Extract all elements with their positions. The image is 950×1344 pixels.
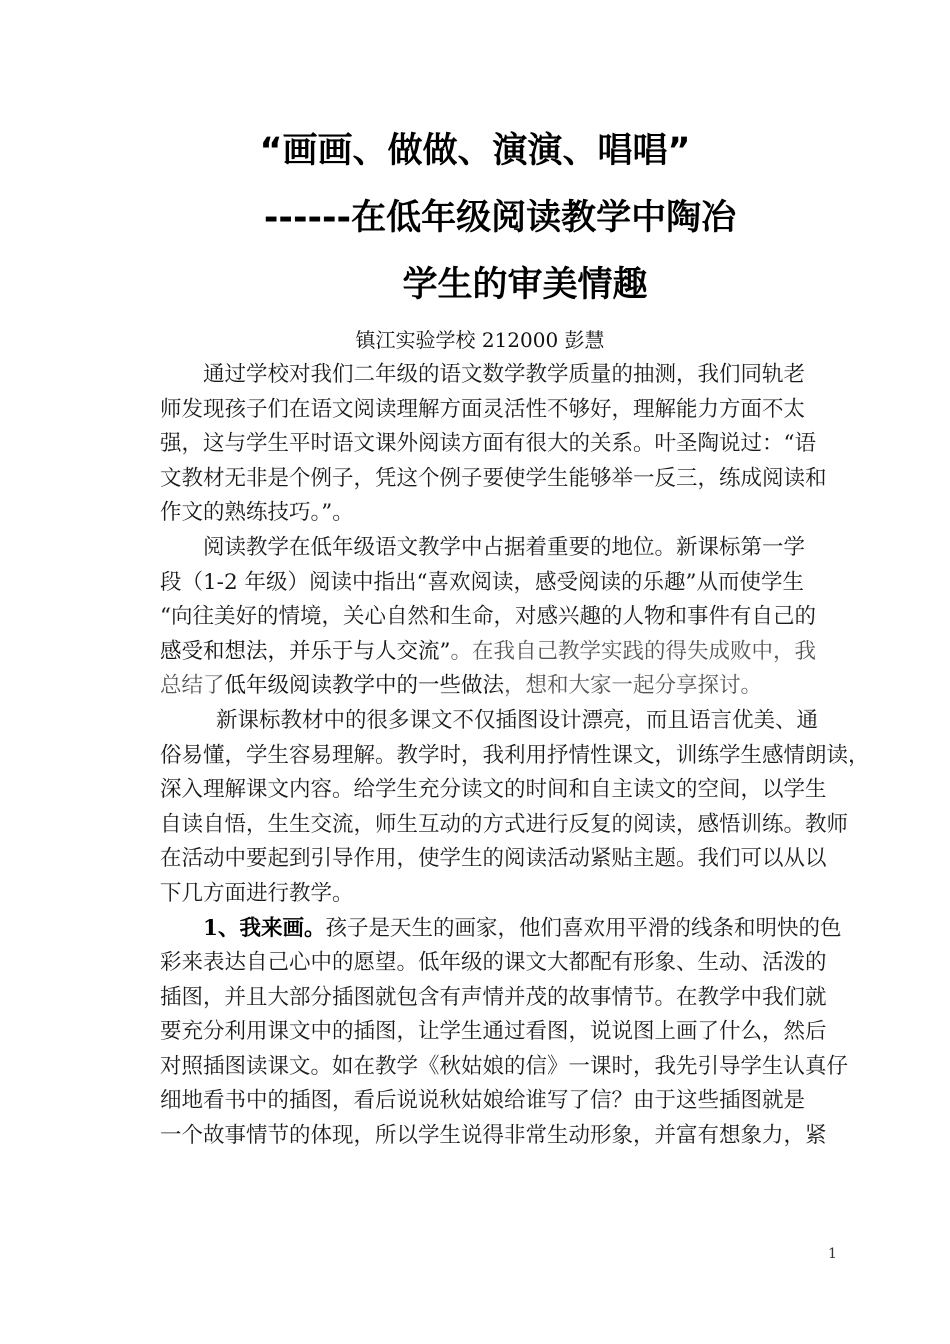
paragraph-4-line: 插图，并且大部分插图就包含有声情并茂的故事情节。在教学中我们就 [160,984,827,1010]
paragraph-2-line: “向往美好的情境，关心自然和生命，对感兴趣的人物和事件有自己的 [160,604,816,630]
paragraph-1-line: 作文的熟练技巧。”。 [160,500,354,526]
paragraph-3-line: 在活动中要起到引导作用，使学生的阅读活动紧贴主题。我们可以从以 [160,846,827,872]
paragraph-2-segment: 。在我自己教学实践的得失成败中，我 [450,638,817,664]
paragraph-2-line: 段（1-2 年级）阅读中指出“喜欢阅读，感受阅读的乐趣”从而使学生 [160,569,804,595]
paragraph-3-line: 深入理解课文内容。给学生充分读文的时间和自主读文的空间，以学生 [160,777,827,803]
paragraph-1-line: 师发现孩子们在语文阅读理解方面灵活性不够好，理解能力方面不太 [160,396,806,422]
section-heading: 1、我来画。 [203,915,326,941]
paragraph-4-line: 要充分利用课文中的插图，让学生通过看图，说说图上画了什么，然后 [160,1019,827,1045]
paragraph-2-segment: 低年级阅读教学中的一些做法 [224,673,505,699]
document-body [160,358,870,1154]
paragraph-2-line [160,669,840,704]
title-line-1: “画画、做做、演演、唱唱” [259,131,691,171]
paragraph-4-segment: 孩子是天生的画家，他们喜欢用平滑的线条和明快的色 [325,915,842,941]
paragraph-3-line: 下几方面进行教学。 [160,880,354,906]
title-line-3: 学生的审美情趣 [402,265,648,305]
paragraph-4-line [160,912,840,947]
paragraph-3-line: 自读自悟，生生交流，师生互动的方式进行反复的阅读，感悟训练。教师 [160,811,849,837]
paragraph-4-line: 一个故事情节的体现，所以学生说得非常生动形象，并富有想象力，紧 [160,1123,827,1149]
paragraph-3-line: 新课标教材中的很多课文不仅插图设计漂亮，而且语言优美、通 [216,707,819,733]
paragraph-1-line: 文教材无非是个例子，凭这个例子要使学生能够举一反三，练成阅读和 [160,465,827,491]
author-line: 镇江实验学校 212000 彭慧 [355,328,605,352]
paragraph-4-line: 对照插图读课文。如在教学《秋姑娘的信》一课时，我先引导学生认真仔 [160,1053,849,1079]
page-number: 1 [828,1246,837,1262]
paragraph-2-line [160,635,840,670]
paragraph-1-line: 通过学校对我们二年级的语文数学教学质量的抽测，我们同轨老 [203,362,806,387]
paragraph-2-segment: ，想和大家一起分享探讨。 [504,673,763,699]
paragraph-4-line: 彩来表达自己心中的愿望。低年级的课文大都配有形象、生动、活泼的 [160,950,827,976]
paragraph-4-line: 细地看书中的插图，看后说说秋姑娘给谁写了信？由于这些插图就是 [160,1088,806,1114]
paragraph-2-segment: 感受和想法，并乐于与人交流” [160,638,451,664]
paragraph-2-line: 阅读教学在低年级语文教学中占据着重要的地位。新课标第一学 [203,534,806,560]
title-line-2: ------在低年级阅读教学中陶冶 [263,198,737,238]
paragraph-1-line: 强，这与学生平时语文课外阅读方面有很大的关系。叶圣陶说过：“语 [160,431,816,457]
paragraph-3-line: 俗易懂，学生容易理解。教学时，我利用抒情性课文，训练学生感情朗读， [160,742,870,768]
paragraph-2-segment: 总结了 [160,673,225,699]
